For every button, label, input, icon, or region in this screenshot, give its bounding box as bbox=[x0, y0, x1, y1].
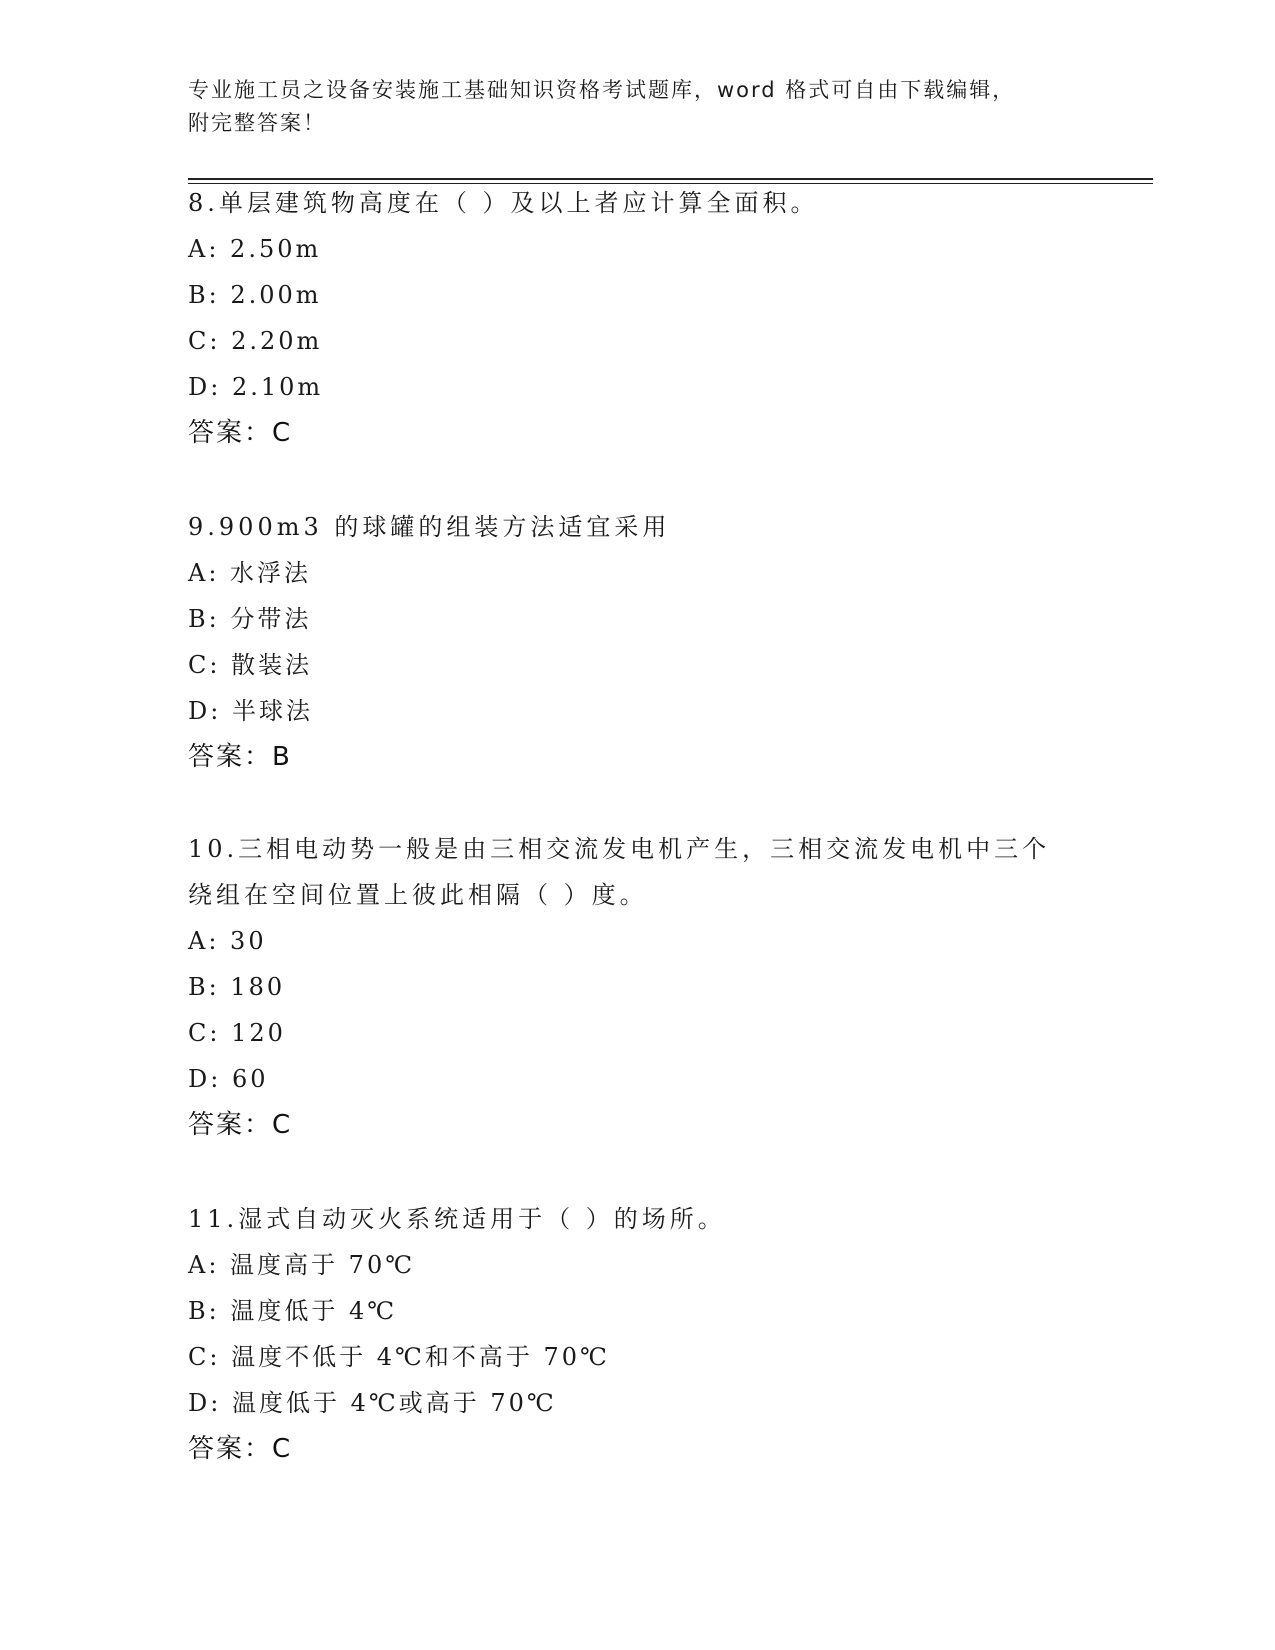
answer: 答案：C bbox=[188, 1110, 293, 1140]
option-b: B: 2.00m bbox=[188, 281, 322, 309]
option-a: A: 30 bbox=[188, 927, 267, 955]
option-d: D: 温度低于 4℃或高于 70℃ bbox=[188, 1389, 557, 1417]
option-d: D: 半球法 bbox=[188, 697, 313, 725]
option-c: C: 120 bbox=[188, 1019, 286, 1047]
answer: 答案：C bbox=[188, 1434, 293, 1464]
option-a: A: 2.50m bbox=[188, 235, 322, 263]
option-a: A: 温度高于 70℃ bbox=[188, 1251, 416, 1279]
option-c: C: 散装法 bbox=[188, 651, 313, 679]
question-9 bbox=[188, 504, 1088, 780]
option-a: A: 水浮法 bbox=[188, 559, 312, 587]
option-b: B: 180 bbox=[188, 973, 286, 1001]
document-header bbox=[188, 74, 1088, 140]
option-b: B: 温度低于 4℃ bbox=[188, 1297, 398, 1325]
answer: 答案：C bbox=[188, 418, 293, 448]
answer: 答案：B bbox=[188, 742, 292, 772]
question-text: 8.单层建筑物高度在（ ）及以上者应计算全面积。 bbox=[188, 189, 819, 217]
option-d: D: 60 bbox=[188, 1065, 269, 1093]
option-d: D: 2.10m bbox=[188, 373, 324, 401]
header-line-1: 专业施工员之设备安装施工基础知识资格考试题库，word 格式可自由下载编辑， bbox=[188, 78, 1016, 102]
header-line-2: 附完整答案！ bbox=[188, 111, 326, 135]
question-text: 11.湿式自动灭火系统适用于（ ）的场所。 bbox=[188, 1205, 726, 1233]
question-text-line-1: 10.三相电动势一般是由三相交流发电机产生，三相交流发电机中三个 bbox=[188, 835, 1051, 863]
option-b: B: 分带法 bbox=[188, 605, 312, 633]
option-c: C: 温度不低于 4℃和不高于 70℃ bbox=[188, 1343, 610, 1371]
question-text: 9.900m3 的球罐的组装方法适宜采用 bbox=[188, 513, 671, 541]
option-c: C: 2.20m bbox=[188, 327, 323, 355]
question-10 bbox=[188, 826, 1088, 1148]
question-8 bbox=[188, 180, 1088, 456]
question-11 bbox=[188, 1196, 1088, 1472]
question-text-line-2: 绕组在空间位置上彼此相隔（ ）度。 bbox=[188, 881, 648, 909]
